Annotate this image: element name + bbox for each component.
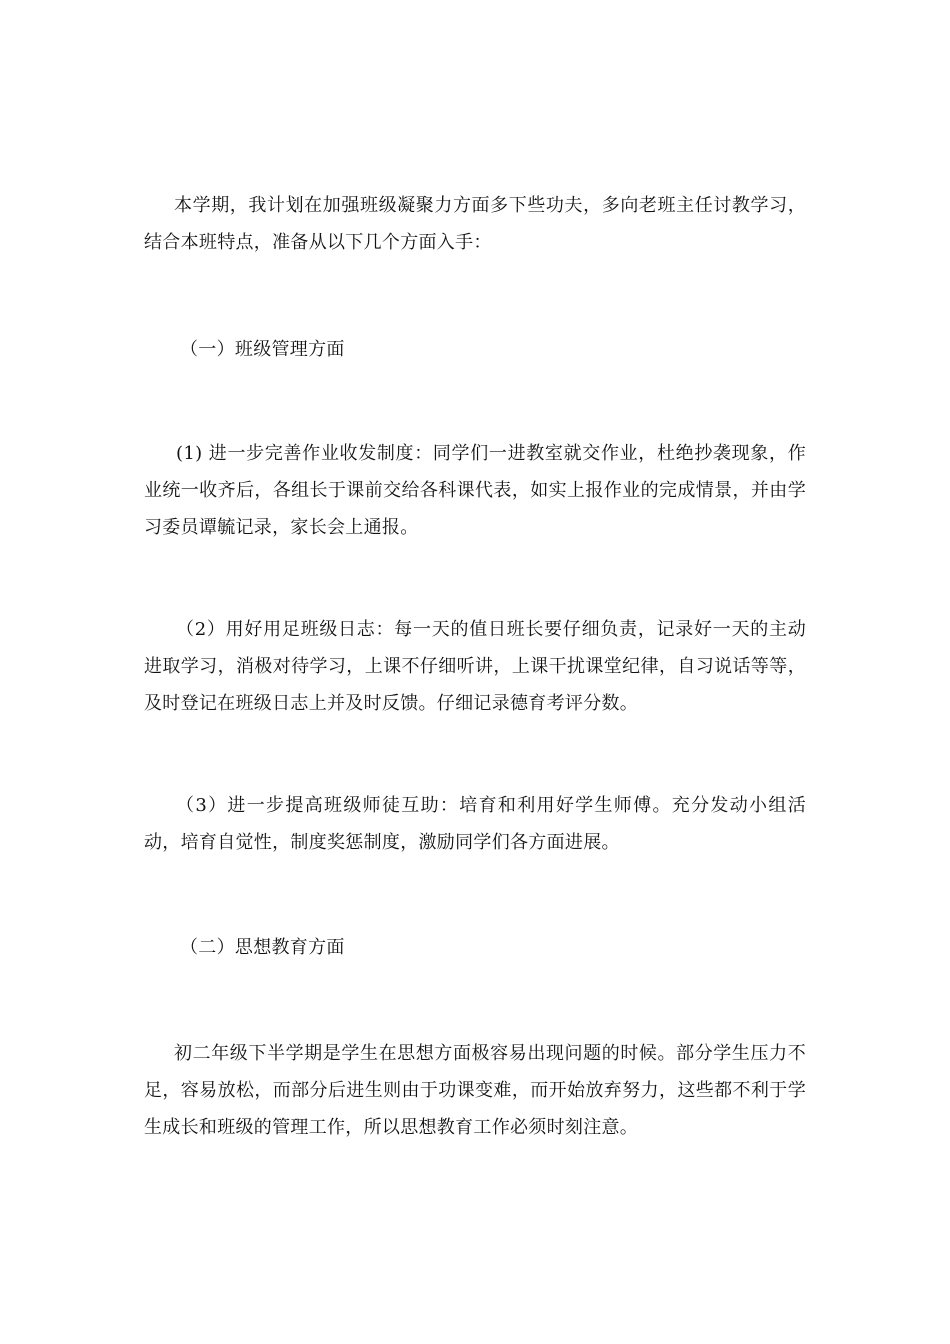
- section-one-heading: （一）班级管理方面: [180, 339, 345, 360]
- item-3-paragraph: （3）进一步提高班级师徒互助：培育和利用好学生师傅。充分发动小组活动，培育自觉性，制度奖惩制度，激励同学们各方面进展。: [144, 795, 806, 853]
- item-2-paragraph: （2）用好用足班级日志：每一天的值日班长要仔细负责，记录好一天的主动进取学习，消极对待学习，上课不仔细听讲，上课干扰课堂纪律，自习说话等等，及时登记在班级日志上并及时反馈。仔细记录德育考评分数。: [144, 619, 806, 714]
- last-paragraph: 初二年级下半学期是学生在思想方面极容易出现问题的时候。部分学生压力不足，容易放松，而部分后进生则由于功课变难，而开始放弃努力，这些都不利于学生成长和班级的管理工作，所以思想教育工作必须时刻注意。: [144, 1043, 806, 1138]
- item-1-paragraph: (1) 进一步完善作业收发制度：同学们一进教室就交作业，杜绝抄袭现象，作业统一收齐后，各组长于课前交给各科课代表，如实上报作业的完成情景，并由学习委员谭毓记录，家长会上通报。: [144, 443, 806, 538]
- section-two-heading: （二）思想教育方面: [180, 937, 345, 958]
- intro-paragraph: 本学期，我计划在加强班级凝聚力方面多下些功夫，多向老班主任讨教学习，结合本班特点，准备从以下几个方面入手：: [144, 195, 806, 253]
